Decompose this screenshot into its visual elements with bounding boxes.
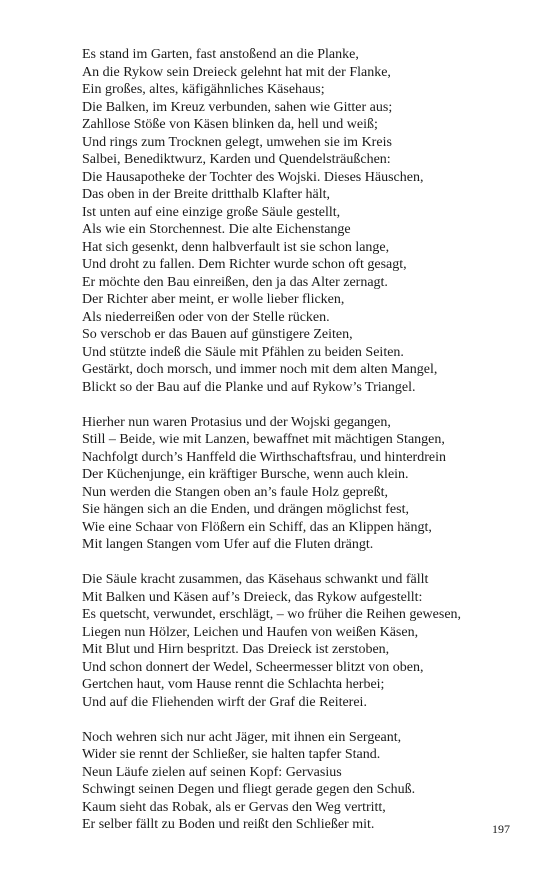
poem-line: An die Rykow sein Dreieck gelehnt hat mit der Flanke, — [82, 64, 391, 80]
poem-line: Und droht zu fallen. Dem Richter wurde schon oft gesagt, — [82, 257, 407, 272]
poem-line: Der Richter aber meint, er wolle lieber flicken, — [82, 292, 345, 307]
poem-line: Mit Blut und Hirn bespritzt. Das Dreieck ist zerstoben, — [82, 642, 390, 657]
poem-line: Und schon donnert der Wedel, Scheermesser blitzt von oben, — [82, 659, 424, 675]
poem-line: Nun werden die Stangen oben an’s faule Holz gepreßt, — [82, 484, 388, 500]
poem-line: Still – Beide, wie mit Lanzen, bewaffnet mit mächtigen Stangen, — [82, 432, 445, 447]
poem-line: Mit Balken und Käsen auf’s Dreieck, das Rykow aufgestellt: — [82, 589, 423, 605]
page-number: 197 — [492, 822, 510, 836]
poem-line: Zahllose Stöße von Käsen blinken da, hell und weiß; — [82, 117, 378, 132]
poem-line: Salbei, Benediktwurz, Karden und Quendelsträußchen: — [82, 152, 391, 167]
poem-line: Die Hausapotheke der Tochter des Wojski. Dieses Häuschen, — [82, 169, 424, 185]
poem-line: So verschob er das Bauen auf günstigere Zeiten, — [82, 327, 353, 342]
poem-line: Blickt so der Bau auf die Planke und auf Rykow’s Triangel. — [82, 379, 416, 395]
poem-line: Noch wehren sich nur acht Jäger, mit ihnen ein Sergeant, — [82, 729, 402, 745]
poem-line: Es quetscht, verwundet, erschlägt, – wo früher die Reihen gewesen, — [82, 607, 462, 622]
poem-line: Sie hängen sich an die Enden, und drängen möglichst fest, — [82, 502, 409, 517]
poem-line: Und stützte indeß die Säule mit Pfählen zu beiden Seiten. — [82, 344, 404, 360]
poem-line: Hierher nun waren Protasius und der Wojski gegangen, — [82, 414, 391, 430]
poem-line: Mit langen Stangen vom Ufer auf die Fluten drängt. — [82, 537, 374, 552]
poem-line: Neun Läufe zielen auf seinen Kopf: Gervasius — [82, 764, 342, 780]
poem-line: Und auf die Fliehenden wirft der Graf die Reiterei. — [82, 694, 367, 710]
poem-line: Es stand im Garten, fast anstoßend an die Planke, — [82, 47, 359, 62]
poem-line: Die Balken, im Kreuz verbunden, sahen wie Gitter aus; — [82, 99, 393, 115]
poem-line: Der Küchenjunge, ein kräftiger Bursche, wenn auch klein. — [82, 467, 409, 482]
poem-line: Kaum sieht das Robak, als er Gervas den Weg vertritt, — [82, 799, 386, 815]
poem-text — [82, 46, 522, 834]
poem-line: Ist unten auf eine einzige große Säule gestellt, — [82, 204, 341, 220]
poem-line: Wider sie rennt der Schließer, sie halten tapfer Stand. — [82, 747, 381, 762]
poem-line: Liegen nun Hölzer, Leichen und Haufen von weißen Käsen, — [82, 624, 419, 640]
stanza — [82, 571, 522, 711]
poem-line: Das oben in der Breite dritthalb Klafter hält, — [82, 187, 331, 202]
poem-line: Wie eine Schaar von Flößern ein Schiff, das an Klippen hängt, — [82, 519, 432, 535]
poem-line: Gertchen haut, vom Hause rennt die Schlachta herbei; — [82, 677, 385, 692]
stanza — [82, 46, 522, 396]
poem-line: Die Säule kracht zusammen, das Käsehaus schwankt und fällt — [82, 572, 429, 587]
poem-line: Und rings zum Trocknen gelegt, umwehen sie im Kreis — [82, 134, 392, 150]
poem-line: Er selber fällt zu Boden und reißt den Schließer mit. — [82, 817, 375, 832]
poem-line: Er möchte den Bau einreißen, den ja das Alter zernagt. — [82, 274, 388, 290]
poem-line: Nachfolgt durch’s Hanffeld die Wirthschaftsfrau, und hinterdrein — [82, 449, 446, 465]
stanza — [82, 414, 522, 554]
poem-line: Schwingt seinen Degen und fliegt gerade gegen den Schuß. — [82, 782, 416, 797]
stanza — [82, 729, 522, 834]
poem-line: Ein großes, altes, käfigähnliches Käsehaus; — [82, 82, 325, 97]
poem-line: Als wie ein Storchennest. Die alte Eichenstange — [82, 222, 351, 237]
poem-line: Gestärkt, doch morsch, und immer noch mit dem alten Mangel, — [82, 362, 438, 377]
poem-line: Als niederreißen oder von der Stelle rücken. — [82, 309, 330, 325]
poem-line: Hat sich gesenkt, denn halbverfault ist sie schon lange, — [82, 239, 390, 255]
